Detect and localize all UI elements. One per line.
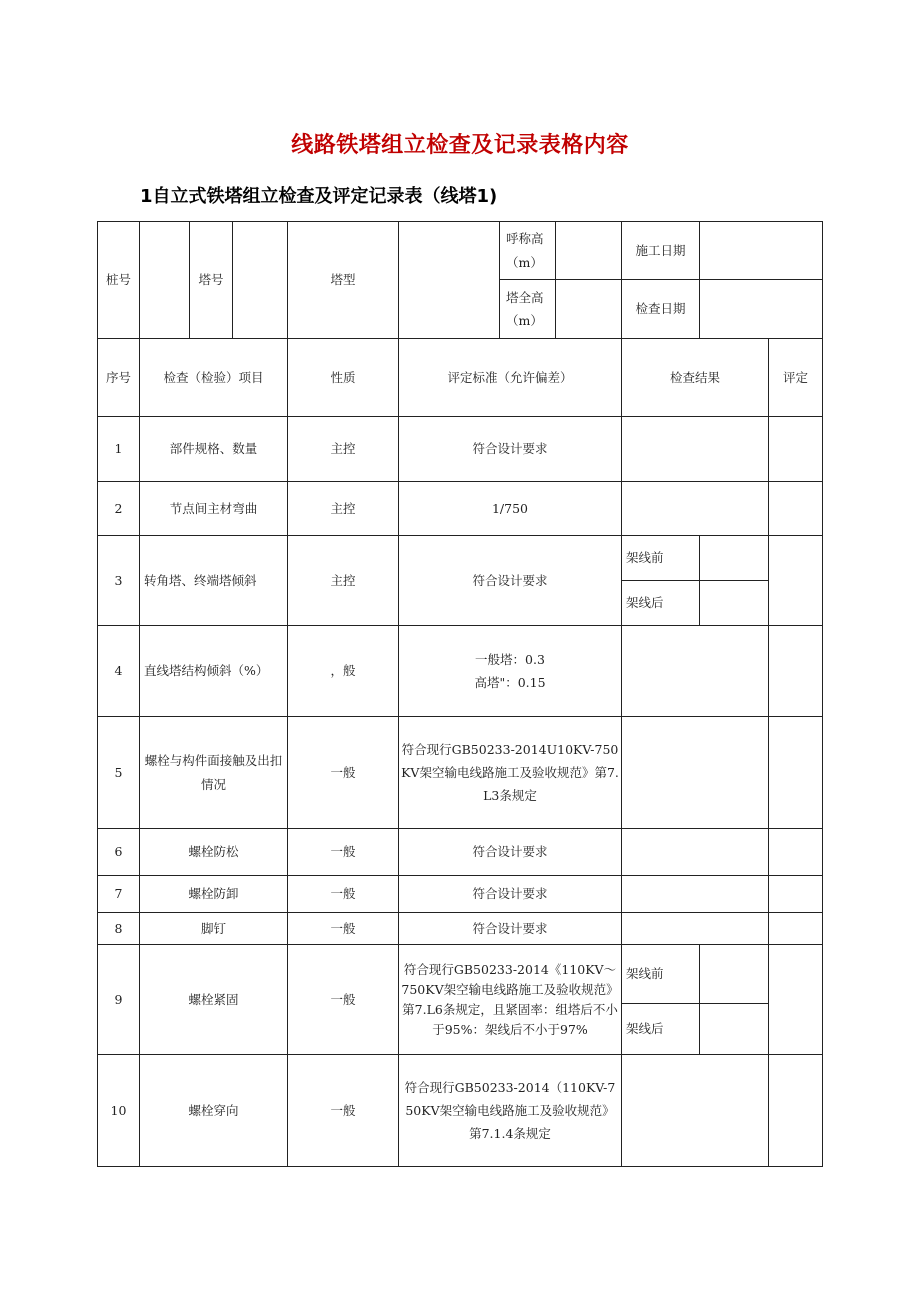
row-rating[interactable] bbox=[769, 829, 823, 876]
row-seq: 10 bbox=[98, 1055, 140, 1167]
row-standard: 符合设计要求 bbox=[399, 829, 622, 876]
row-standard: 1/750 bbox=[399, 482, 622, 536]
table-row bbox=[98, 626, 823, 717]
pile-no-label: 桩号 bbox=[98, 222, 140, 339]
row-rating[interactable] bbox=[769, 913, 823, 945]
standard-line-general: 一般塔：0.3 bbox=[475, 651, 545, 667]
table-row bbox=[98, 717, 823, 829]
row-item: 脚钉 bbox=[140, 913, 288, 945]
row-nature: 一般 bbox=[288, 945, 399, 1055]
row-item: 螺栓与构件面接触及出扣情况 bbox=[140, 717, 288, 829]
inspection-date-value[interactable] bbox=[700, 280, 823, 339]
table-row bbox=[98, 536, 823, 581]
col-result: 检查结果 bbox=[622, 339, 769, 417]
inspection-record-table bbox=[97, 221, 823, 1167]
tower-no-label: 塔号 bbox=[190, 222, 233, 339]
table-row bbox=[98, 876, 823, 913]
row-rating[interactable] bbox=[769, 482, 823, 536]
after-stringing-result[interactable] bbox=[700, 1004, 769, 1055]
table-row bbox=[98, 1055, 823, 1167]
row-result[interactable] bbox=[622, 482, 769, 536]
row-standard: 符合设计要求 bbox=[399, 913, 622, 945]
row-result[interactable] bbox=[622, 417, 769, 482]
row-nature: 主控 bbox=[288, 417, 399, 482]
tower-type-label: 塔型 bbox=[288, 222, 399, 339]
total-height-value[interactable] bbox=[556, 280, 622, 339]
row-standard: 符合现行GB50233-2014（110KV-750KV架空输电线路施工及验收规范》第7.1.4条规定 bbox=[399, 1055, 622, 1167]
header-row-1 bbox=[98, 222, 823, 280]
row-item: 螺栓穿向 bbox=[140, 1055, 288, 1167]
table-row bbox=[98, 417, 823, 482]
inspection-date-label: 检查日期 bbox=[622, 280, 700, 339]
col-item: 检查（检验）项目 bbox=[140, 339, 288, 417]
construction-date-label: 施工日期 bbox=[622, 222, 700, 280]
row-nature: 主控 bbox=[288, 482, 399, 536]
row-nature: 一般 bbox=[288, 1055, 399, 1167]
row-standard: 符合设计要求 bbox=[399, 876, 622, 913]
table-title: 1自立式铁塔组立检查及评定记录表（线塔1) bbox=[140, 186, 498, 207]
after-stringing-label: 架线后 bbox=[622, 1004, 700, 1055]
before-stringing-label: 架线前 bbox=[622, 536, 700, 581]
row-standard: 符合设计要求 bbox=[399, 536, 622, 626]
row-seq: 9 bbox=[98, 945, 140, 1055]
row-seq: 4 bbox=[98, 626, 140, 717]
row-result[interactable] bbox=[622, 717, 769, 829]
row-nature: 一般 bbox=[288, 829, 399, 876]
col-standard: 评定标准（允许偏差） bbox=[399, 339, 622, 417]
after-stringing-label: 架线后 bbox=[622, 581, 700, 626]
after-stringing-result[interactable] bbox=[700, 581, 769, 626]
page-title: 线路铁塔组立检查及记录表格内容 bbox=[291, 133, 629, 158]
row-seq: 5 bbox=[98, 717, 140, 829]
row-standard: 符合设计要求 bbox=[399, 417, 622, 482]
row-nature: 一般 bbox=[288, 717, 399, 829]
row-result[interactable] bbox=[622, 876, 769, 913]
row-item: 节点间主材弯曲 bbox=[140, 482, 288, 536]
nominal-height-value[interactable] bbox=[556, 222, 622, 280]
row-rating[interactable] bbox=[769, 717, 823, 829]
pile-no-value[interactable] bbox=[140, 222, 190, 339]
table-row bbox=[98, 482, 823, 536]
col-rating: 评定 bbox=[769, 339, 823, 417]
col-nature: 性质 bbox=[288, 339, 399, 417]
row-rating[interactable] bbox=[769, 626, 823, 717]
row-seq: 1 bbox=[98, 417, 140, 482]
row-standard: 符合现行GB50233-2014《110KV～750KV架空输电线路施工及验收规范》第7.L6条规定，且紧固率：组塔后不小于95%：架线后不小于97% bbox=[399, 945, 622, 1055]
row-item: 螺栓防卸 bbox=[140, 876, 288, 913]
row-rating[interactable] bbox=[769, 945, 823, 1055]
row-seq: 8 bbox=[98, 913, 140, 945]
total-height-label: 塔全高（m） bbox=[500, 280, 556, 339]
row-standard bbox=[399, 626, 622, 717]
before-stringing-result[interactable] bbox=[700, 536, 769, 581]
row-nature: ，般 bbox=[288, 626, 399, 717]
row-seq: 2 bbox=[98, 482, 140, 536]
row-nature: 一般 bbox=[288, 913, 399, 945]
row-rating[interactable] bbox=[769, 536, 823, 626]
row-rating[interactable] bbox=[769, 1055, 823, 1167]
row-seq: 3 bbox=[98, 536, 140, 626]
row-rating[interactable] bbox=[769, 876, 823, 913]
row-item: 部件规格、数量 bbox=[140, 417, 288, 482]
row-item: 直线塔结构倾斜（%） bbox=[140, 626, 288, 717]
table-row bbox=[98, 913, 823, 945]
table-row bbox=[98, 945, 823, 1004]
col-seq: 序号 bbox=[98, 339, 140, 417]
row-item: 螺栓防松 bbox=[140, 829, 288, 876]
tower-type-value[interactable] bbox=[399, 222, 500, 339]
column-header-row bbox=[98, 339, 823, 417]
row-seq: 6 bbox=[98, 829, 140, 876]
row-item: 转角塔、终端塔倾斜 bbox=[140, 536, 288, 626]
row-nature: 主控 bbox=[288, 536, 399, 626]
tower-no-value[interactable] bbox=[233, 222, 288, 339]
row-nature: 一般 bbox=[288, 876, 399, 913]
row-standard: 符合现行GB50233-2014U10KV-750KV架空输电线路施工及验收规范》第7.L3条规定 bbox=[399, 717, 622, 829]
row-item: 螺栓紧固 bbox=[140, 945, 288, 1055]
row-result[interactable] bbox=[622, 626, 769, 717]
nominal-height-label: 呼称高（m） bbox=[500, 222, 556, 280]
row-result[interactable] bbox=[622, 913, 769, 945]
row-rating[interactable] bbox=[769, 417, 823, 482]
standard-line-high: 高塔"：0.15 bbox=[474, 675, 546, 690]
before-stringing-result[interactable] bbox=[700, 945, 769, 1004]
before-stringing-label: 架线前 bbox=[622, 945, 700, 1004]
row-result[interactable] bbox=[622, 1055, 769, 1167]
row-seq: 7 bbox=[98, 876, 140, 913]
construction-date-value[interactable] bbox=[700, 222, 823, 280]
table-row bbox=[98, 829, 823, 876]
row-result[interactable] bbox=[622, 829, 769, 876]
